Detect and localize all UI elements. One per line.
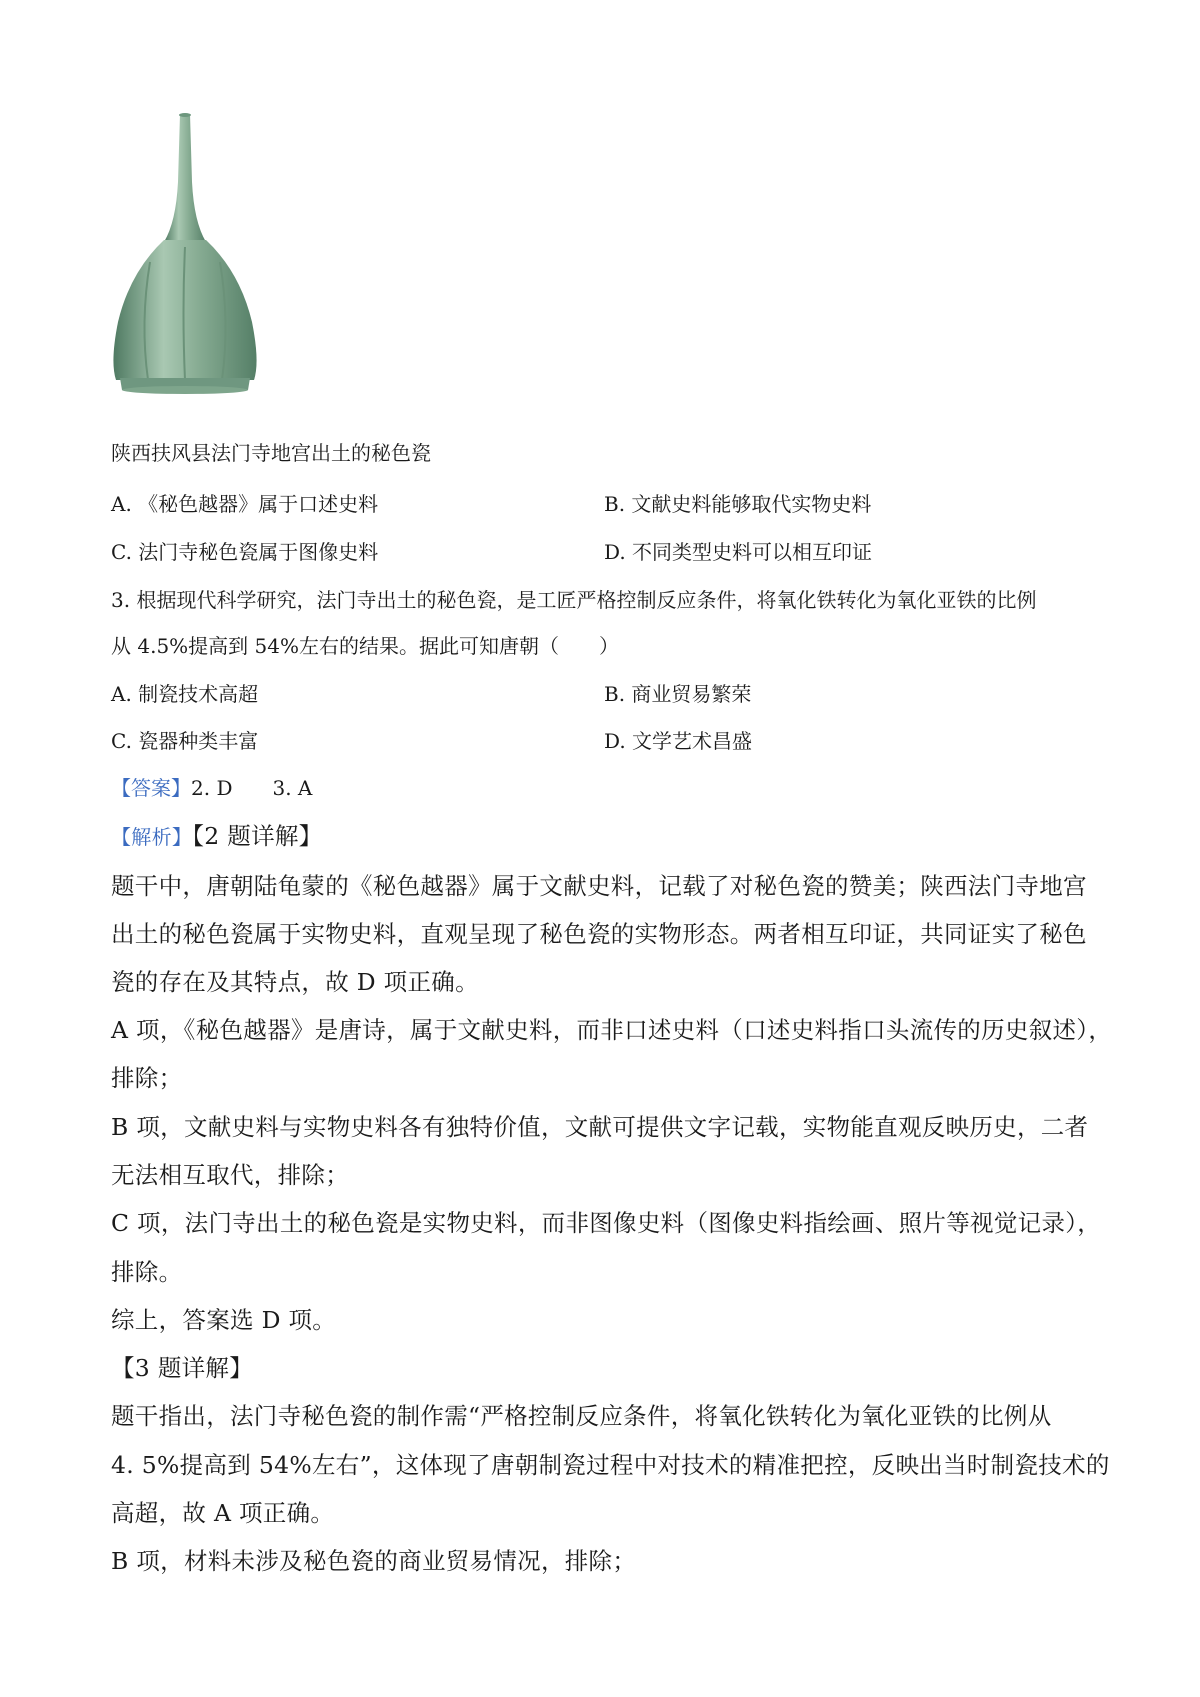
analysis-heading <box>111 817 322 851</box>
q2-option-c: C. 法门寺秘色瓷属于图像史料 <box>111 540 379 564</box>
q2-detail-heading: 【2 题详解】 <box>192 822 323 850</box>
option-b-analysis-line-1: B 项，文献史料与实物史料各有独特价值，文献可提供文字记载，实物能直观反映历史，二者 <box>111 1113 1089 1141</box>
option-a-analysis-line-2: 排除； <box>111 1064 183 1092</box>
answer-text: 2. D 3. A <box>191 776 313 800</box>
q3-option-b: B. 商业贸易繁荣 <box>604 682 752 706</box>
q3-option-b-analysis: B 项，材料未涉及秘色瓷的商业贸易情况，排除； <box>111 1547 637 1575</box>
q3-stem-line-2: 从 4.5%提高到 54%左右的结果。据此可知唐朝（ ） <box>111 634 619 658</box>
figure-caption: 陕西扶风县法门寺地宫出土的秘色瓷 <box>111 441 431 465</box>
q2-summary: 综上，答案选 D 项。 <box>111 1306 337 1334</box>
q3-detail-heading: 【3 题详解】 <box>111 1354 254 1382</box>
q2-option-a: A. 《秘色越器》属于口述史料 <box>111 492 379 516</box>
celadon-vase-image <box>110 112 280 412</box>
q3-option-a: A. 制瓷技术高超 <box>111 682 259 706</box>
option-c-analysis-line-2: 排除。 <box>111 1258 183 1286</box>
q3-analysis-line-3: 高超，故 A 项正确。 <box>111 1499 335 1527</box>
q2-analysis-line-1: 题干中，唐朝陆龟蒙的《秘色越器》属于文献史料，记载了对秘色瓷的赞美；陕西法门寺地宫 <box>111 872 1087 900</box>
option-c-analysis-line-1: C 项，法门寺出土的秘色瓷是实物史料，而非图像史料（图像史料指绘画、照片等视觉记录）， <box>111 1209 1102 1237</box>
q3-option-d: D. 文学艺术昌盛 <box>604 729 753 753</box>
answer-line <box>111 772 312 801</box>
q2-option-b: B. 文献史料能够取代实物史料 <box>604 492 872 516</box>
q2-option-d: D. 不同类型史料可以相互印证 <box>604 540 873 564</box>
q3-analysis-line-2: 4. 5%提高到 54%左右”，这体现了唐朝制瓷过程中对技术的精准把控，反映出当时制瓷技术的 <box>111 1451 1110 1479</box>
option-a-analysis-line-1: A 项，《秘色越器》是唐诗，属于文献史料，而非口述史料（口述史料指口头流传的历史叙述）， <box>111 1016 1113 1044</box>
option-b-analysis-line-2: 无法相互取代，排除； <box>111 1161 349 1189</box>
q2-analysis-line-2: 出土的秘色瓷属于实物史料，直观呈现了秘色瓷的实物形态。两者相互印证，共同证实了秘色 <box>111 920 1087 948</box>
answer-tag: 【答案】 <box>111 776 191 800</box>
q3-stem-line-1: 3. 根据现代科学研究，法门寺出土的秘色瓷，是工匠严格控制反应条件，将氧化铁转化为氧化亚铁的比例 <box>111 588 1037 612</box>
q3-analysis-line-1: 题干指出，法门寺秘色瓷的制作需“严格控制反应条件，将氧化铁转化为氧化亚铁的比例从 <box>111 1402 1052 1430</box>
q3-option-c: C. 瓷器种类丰富 <box>111 729 259 753</box>
analysis-tag: 【解析】 <box>111 825 193 849</box>
q2-analysis-line-3: 瓷的存在及其特点，故 D 项正确。 <box>111 968 479 996</box>
